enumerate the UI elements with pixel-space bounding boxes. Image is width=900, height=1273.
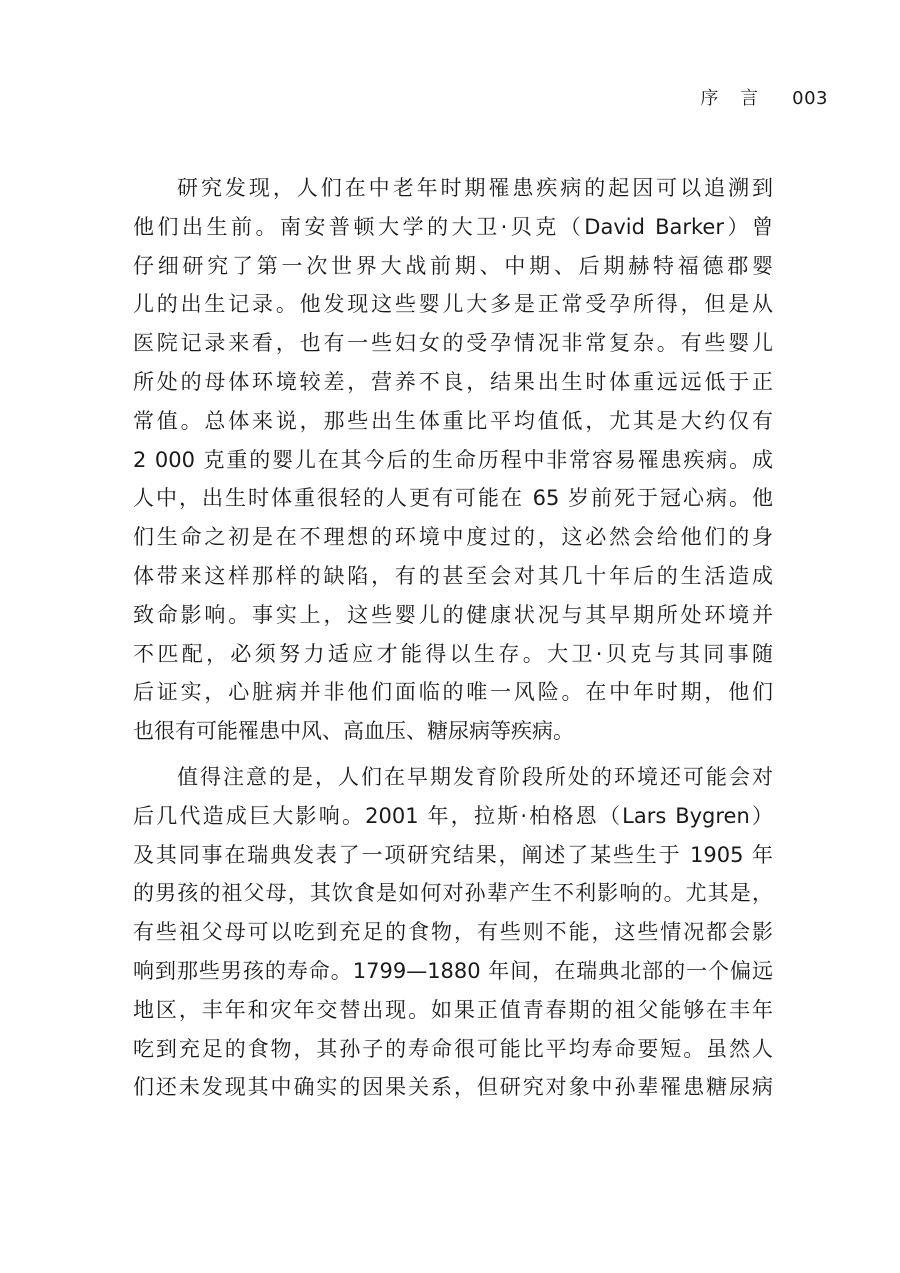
text-line: 致命影响。事实上，这些婴儿的健康状况与其早期所处环境并 bbox=[133, 602, 773, 627]
text-line: 2 000 克重的婴儿在其今后的生命历程中非常容易罹患疾病。成 bbox=[133, 447, 773, 472]
text-line: 所处的母体环境较差，营养不良，结果出生时体重远远低于正 bbox=[133, 369, 773, 394]
paragraph-2 bbox=[133, 758, 773, 1107]
text-line: 吃到充足的食物，其孙子的寿命很可能比平均寿命要短。虽然人 bbox=[133, 1036, 773, 1061]
text-line: 医院记录来看，也有一些妇女的受孕情况非常复杂。有些婴儿 bbox=[133, 331, 773, 356]
text-line: 响到那些男孩的寿命。1799—1880 年间，在瑞典北部的一个偏远 bbox=[133, 958, 773, 983]
text-line: 后证实，心脏病并非他们面临的唯一风险。在中年时期，他们 bbox=[133, 680, 773, 705]
page-number: 003 bbox=[792, 88, 828, 109]
text-line: 也很有可能罹患中风、高血压、糖尿病等疾病。 bbox=[133, 719, 574, 744]
paragraph-spacer bbox=[133, 751, 773, 758]
section-title: 序 言 bbox=[700, 88, 767, 109]
text-line: 仔细研究了第一次世界大战前期、中期、后期赫特福德郡婴 bbox=[133, 253, 773, 278]
text-line: 人中，出生时体重很轻的人更有可能在 65 岁前死于冠心病。他 bbox=[133, 486, 773, 511]
text-line: 他们出生前。南安普顿大学的大卫·贝克（David Barker）曾 bbox=[133, 214, 773, 239]
text-line: 值得注意的是，人们在早期发育阶段所处的环境还可能会对 bbox=[177, 764, 773, 789]
text-line: 体带来这样那样的缺陷，有的甚至会对其几十年后的生活造成 bbox=[133, 563, 773, 588]
body-text bbox=[133, 169, 773, 1107]
text-line: 及其同事在瑞典发表了一项研究结果，阐述了某些生于 1905 年 bbox=[133, 842, 773, 867]
paragraph-1 bbox=[133, 169, 773, 751]
text-line: 有些祖父母可以吃到充足的食物，有些则不能，这些情况都会影 bbox=[133, 920, 773, 945]
text-line: 不匹配，必须努力适应才能得以生存。大卫·贝克与其同事随 bbox=[133, 641, 773, 666]
text-line: 们还未发现其中确实的因果关系，但研究对象中孙辈罹患糖尿病 bbox=[133, 1075, 773, 1100]
text-line: 研究发现，人们在中老年时期罹患疾病的起因可以追溯到 bbox=[177, 176, 773, 200]
text-line: 后几代造成巨大影响。2001 年，拉斯·柏格恩（Lars Bygren） bbox=[133, 803, 773, 828]
text-line: 儿的出生记录。他发现这些婴儿大多是正常受孕所得，但是从 bbox=[133, 292, 773, 317]
text-line: 常值。总体来说，那些出生体重比平均值低，尤其是大约仅有 bbox=[133, 408, 773, 433]
text-line: 们生命之初是在不理想的环境中度过的，这必然会给他们的身 bbox=[133, 525, 773, 550]
text-line: 地区，丰年和灾年交替出现。如果正值青春期的祖父能够在丰年 bbox=[133, 997, 773, 1022]
text-line: 的男孩的祖父母，其饮食是如何对孙辈产生不利影响的。尤其是， bbox=[133, 881, 773, 906]
running-header bbox=[700, 84, 828, 110]
